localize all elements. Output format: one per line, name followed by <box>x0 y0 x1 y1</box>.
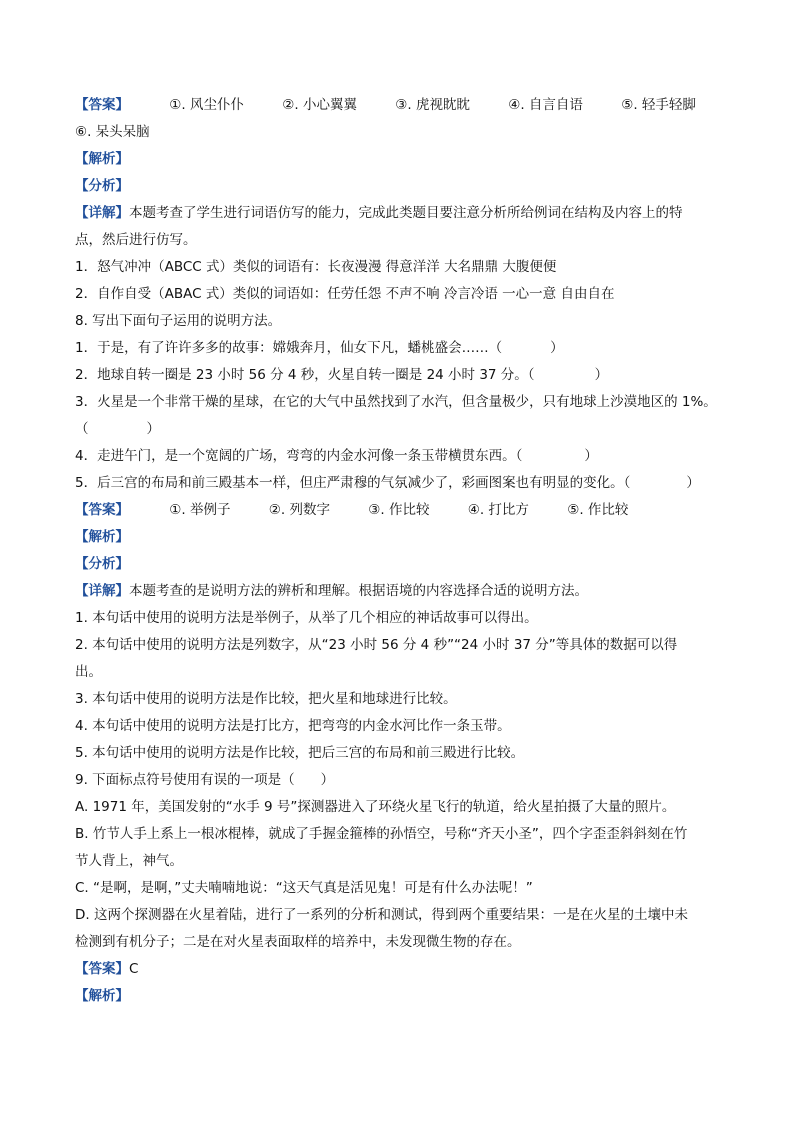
q9-title <box>75 767 728 794</box>
q8-title: 8. 写出下面句子运用的说明方法。 <box>75 313 282 329</box>
q9-answer-line <box>75 956 728 983</box>
q8-sentence-3a: 3．火星是一个非常干燥的星球，在它的大气中虽然找到了水汽，但含量极少，只有地球上沙漠地区的 1%。 <box>75 394 717 410</box>
q7-answer-tag: 【答案】 <box>75 97 129 113</box>
q8-s4-close: ） <box>584 448 598 464</box>
q7-detail-tag: 【详解】 <box>75 205 129 221</box>
q8-s3-open: （ <box>75 421 89 437</box>
q8-explain-2b: 出。 <box>75 664 102 680</box>
q8-s5-close: ） <box>686 475 700 491</box>
q8-s5-text: 5．后三宫的布局和前三殿基本一样，但庄严肃穆的气氛减少了，彩画图案也有明显的变化。（ <box>75 475 631 491</box>
q8-explain-3: 3. 本句话中使用的说明方法是作比较，把火星和地球进行比较。 <box>75 691 457 707</box>
q8-detail-line <box>75 578 728 605</box>
q8-sentence-5 <box>75 470 728 497</box>
q8-explain-1: 1. 本句话中使用的说明方法是举例子，从举了几个相应的神话故事可以得出。 <box>75 610 538 626</box>
q8-s2-text: 2．地球自转一圈是 23 小时 56 分 4 秒，火星自转一圈是 24 小时 37 分。（ <box>75 367 535 383</box>
q8-sentence-1 <box>75 335 728 362</box>
q9-answer-value: C <box>129 961 139 977</box>
q8-explain-2a: 2. 本句话中使用的说明方法是列数字，从“23 小时 56 分 4 秒”“24 小时 37 分”等具体的数据可以得 <box>75 637 678 653</box>
q8-s2-close: ） <box>594 367 609 383</box>
q9-option-c: C. “是啊，是啊，”丈夫喃喃地说：“这天气真是活见鬼！可是有什么办法呢！” <box>75 880 533 896</box>
q7-answer-1: ①. 风尘仆仆 <box>169 97 244 113</box>
q8-sentence-3b <box>75 416 728 443</box>
q8-sentence-4 <box>75 443 728 470</box>
q7-answer-2: ②. 小心翼翼 <box>282 97 357 113</box>
q9-title-close: ） <box>320 772 335 788</box>
q8-answer-4: ④. 打比方 <box>467 502 529 518</box>
q7-answer-line <box>75 92 728 119</box>
q9-answer-tag: 【答案】 <box>75 961 129 977</box>
q8-s4-text: 4．走进午门，是一个宽阔的广场，弯弯的内金水河像一条玉带横贯东西。（ <box>75 448 523 464</box>
q8-answer-2: ②. 列数字 <box>268 502 330 518</box>
q8-s1-text: 1．于是，有了许许多多的故事：嫦娥奔月，仙女下凡，蟠桃盛会……（ <box>75 340 503 356</box>
q9-option-b-line1: B. 竹节人手上系上一根冰棍棒，就成了手握金箍棒的孙悟空，号称“齐天小圣”，四个字歪歪斜斜刻在竹 <box>75 826 688 842</box>
q8-answer-1: ①. 举例子 <box>169 502 231 518</box>
q8-answer-5: ⑤. 作比较 <box>567 502 629 518</box>
q7-item-1: 1．怒气冲冲（ABCC 式）类似的词语有：长夜漫漫 得意洋洋 大名鼎鼎 大腹便便 <box>75 259 557 275</box>
q9-title-text: 9. 下面标点符号使用有误的一项是（ <box>75 772 295 788</box>
q8-answer-3: ③. 作比较 <box>368 502 430 518</box>
q8-detail-tag: 【详解】 <box>75 583 129 599</box>
q7-detail-line-2: 点，然后进行仿写。 <box>75 232 197 248</box>
q8-jiexi-tag: 【解析】 <box>75 529 129 545</box>
q7-item-2: 2．自作自受（ABAC 式）类似的词语如：任劳任怨 不声不响 冷言冷语 一心一意 自由自在 <box>75 286 615 302</box>
q9-option-b-line2: 节人背上，神气。 <box>75 853 183 869</box>
q9-option-a: A. 1971 年，美国发射的“水手 9 号”探测器进入了环绕火星飞行的轨道，给火星拍摄了大量的照片。 <box>75 799 676 815</box>
q8-s3-close: ） <box>146 421 160 437</box>
q8-fenxi-tag: 【分析】 <box>75 556 129 572</box>
q7-answer-5: ⑤. 轻手轻脚 <box>621 97 696 113</box>
q8-explain-4: 4. 本句话中使用的说明方法是打比方，把弯弯的内金水河比作一条玉带。 <box>75 718 511 734</box>
q7-detail-line-1 <box>75 200 728 227</box>
q8-detail-text: 本题考查的是说明方法的辨析和理解。根据语境的内容选择合适的说明方法。 <box>129 583 588 599</box>
q7-jiexi-tag: 【解析】 <box>75 151 129 167</box>
q7-fenxi-tag: 【分析】 <box>75 178 129 194</box>
q8-answer-tag: 【答案】 <box>75 502 129 518</box>
q9-option-d-line1: D. 这两个探测器在火星着陆，进行了一系列的分析和测试，得到两个重要结果：一是在火星的土壤中未 <box>75 907 688 923</box>
q9-option-d-line2: 检测到有机分子；二是在对火星表面取样的培养中，未发现微生物的存在。 <box>75 934 521 950</box>
q7-answer-4: ④. 自言自语 <box>508 97 583 113</box>
q8-explain-5: 5. 本句话中使用的说明方法是作比较，把后三宫的布局和前三殿进行比较。 <box>75 745 525 761</box>
q7-answer-6: ⑥. 呆头呆脑 <box>75 124 150 140</box>
q8-sentence-2 <box>75 362 728 389</box>
q9-jiexi-tag: 【解析】 <box>75 988 129 1004</box>
q7-detail-text: 本题考查了学生进行词语仿写的能力，完成此类题目要注意分析所给例词在结构及内容上的特 <box>129 205 683 221</box>
q8-s1-close: ） <box>550 340 564 356</box>
q8-answer-line <box>75 497 728 524</box>
q7-answer-3: ③. 虎视眈眈 <box>395 97 470 113</box>
